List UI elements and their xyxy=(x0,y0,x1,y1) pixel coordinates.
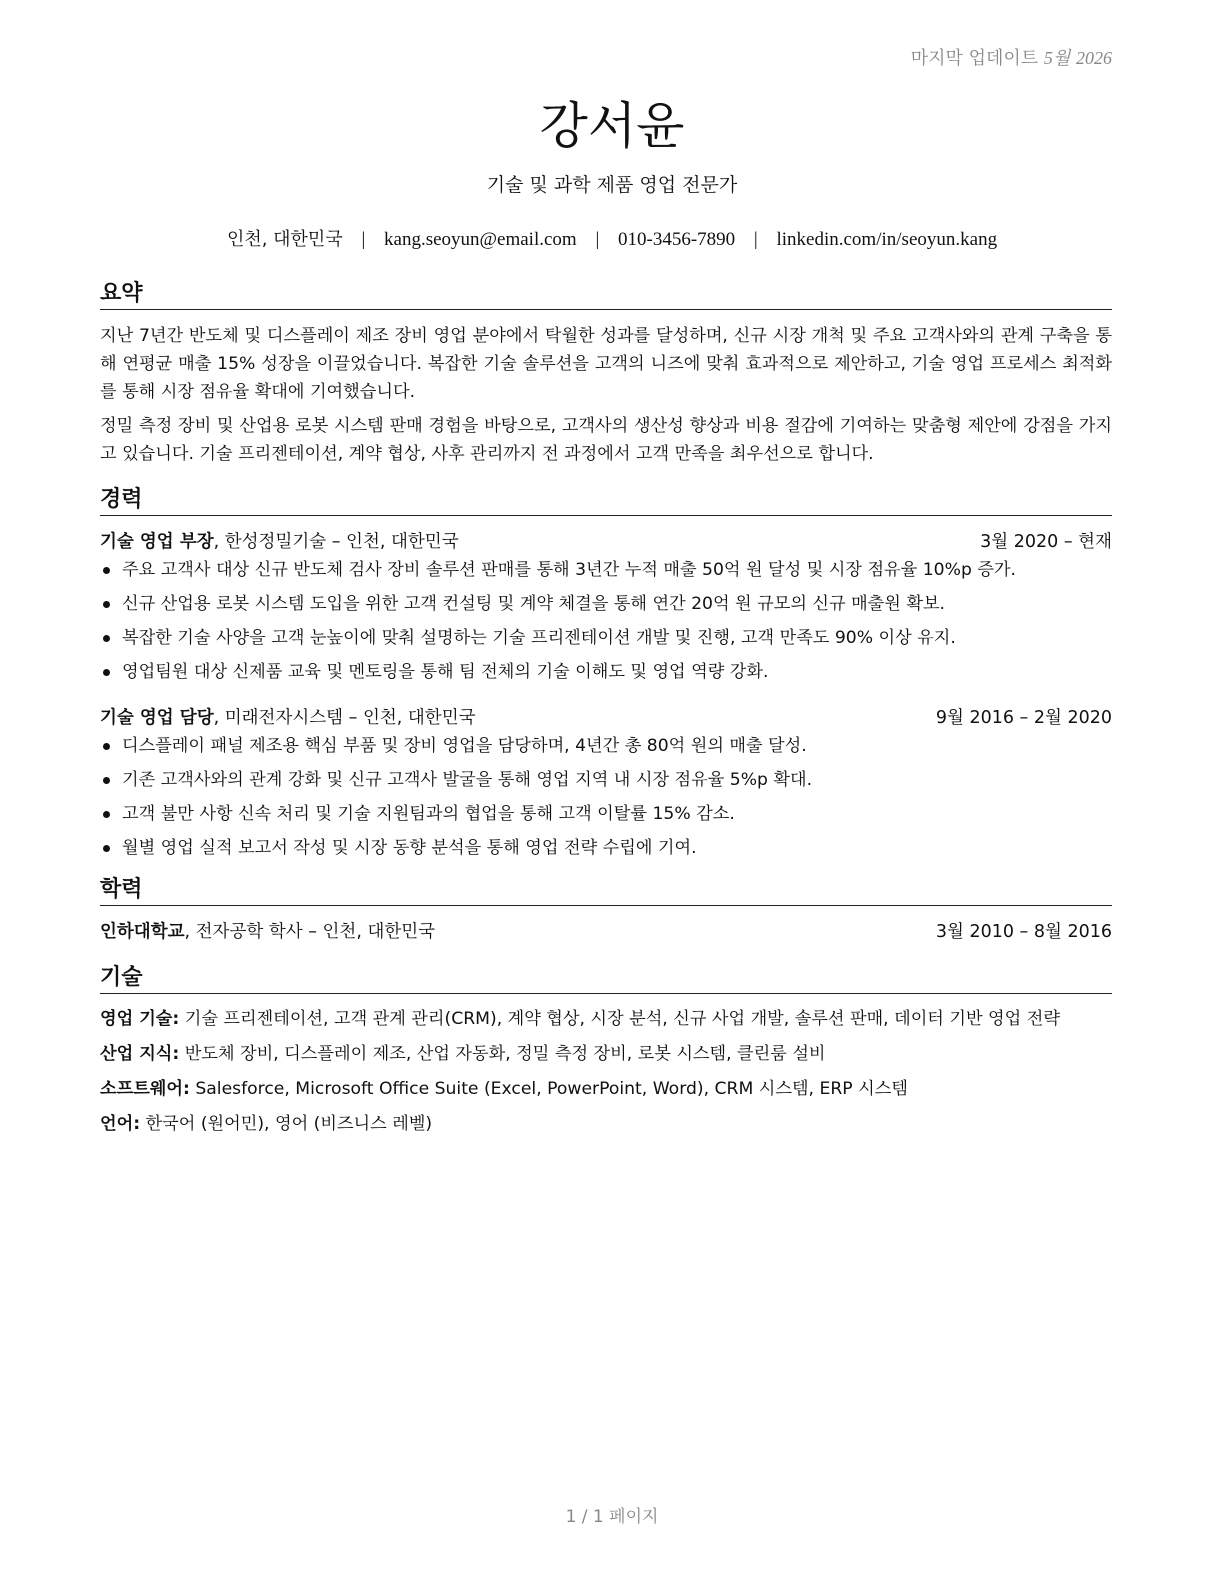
job-bullet: 신규 산업용 로봇 시스템 도입을 위한 고객 컨설팅 및 계약 체결을 통해 연간 20억 원 규모의 신규 매출원 확보. xyxy=(100,590,1112,618)
job-role: 기술 영업 담당 xyxy=(100,708,214,728)
job-bullet: 월별 영업 실적 보고서 작성 및 시장 동향 분석을 통해 영업 전략 수립에 기여. xyxy=(100,834,1112,862)
skill-value: 반도체 장비, 디스플레이 제조, 산업 자동화, 정밀 측정 장비, 로봇 시스템, 클린룸 설비 xyxy=(179,1044,826,1064)
job-header xyxy=(100,528,1112,556)
experience-section xyxy=(100,482,1112,862)
skill-row xyxy=(100,1076,1112,1102)
contact-linkedin[interactable]: linkedin.com/in/seoyun.kang xyxy=(776,229,998,250)
section-title-experience: 경력 xyxy=(100,482,1112,516)
last-updated-month: 5월 xyxy=(1043,48,1071,68)
education-dates: 3월 2010 – 8월 2016 xyxy=(935,922,1112,942)
job-entry xyxy=(100,528,1112,686)
section-title-skills: 기술 xyxy=(100,960,1112,994)
job-dates: 9월 2016 – 2월 2020 xyxy=(935,708,1112,728)
skill-label: 영업 기술: xyxy=(100,1009,180,1029)
resume-body xyxy=(100,276,1112,1146)
contact-separator: | xyxy=(595,229,600,250)
job-bullet: 주요 고객사 대상 신규 반도체 검사 장비 솔루션 판매를 통해 3년간 누적 매출 50억 원 달성 및 시장 점유율 10%p 증가. xyxy=(100,556,1112,584)
summary-paragraph: 정밀 측정 장비 및 산업용 로봇 시스템 판매 경험을 바탕으로, 고객사의 생산성 향상과 비용 절감에 기여하는 맞춤형 제안에 강점을 가지고 있습니다. 기술 프리젠테이션, 계약 협상, 사후 관리까지 전 과정에서 고객 만족을 최우선으로 합니다. xyxy=(100,416,1112,464)
contact-line xyxy=(0,225,1224,251)
job-bullet: 영업팀원 대상 신제품 교육 및 멘토링을 통해 팀 전체의 기술 이해도 및 영업 역량 강화. xyxy=(100,658,1112,686)
skill-row xyxy=(100,1006,1112,1032)
job-bullet: 복잡한 기술 사양을 고객 눈높이에 맞춰 설명하는 기술 프리젠테이션 개발 및 진행, 고객 만족도 90% 이상 유지. xyxy=(100,624,1112,652)
job-role: 기술 영업 부장 xyxy=(100,532,214,552)
skill-value: 기술 프리젠테이션, 고객 관계 관리(CRM), 계약 협상, 시장 분석, 신규 사업 개발, 솔루션 판매, 데이터 기반 영업 전략 xyxy=(179,1009,1060,1029)
skill-label: 산업 지식: xyxy=(100,1044,180,1064)
summary-paragraph: 지난 7년간 반도체 및 디스플레이 제조 장비 영업 분야에서 탁월한 성과를 달성하며, 신규 시장 개척 및 주요 고객사와의 관계 구축을 통해 연평균 매출 15% 성장을 이끌었습니다. 복잡한 기술 솔루션을 고객의 니즈에 맞춰 효과적으로 제안하고, 기술 영업 프로세스 최적화를 통해 시장 점유율 확대에 기여했습니다. xyxy=(100,326,1112,402)
job-bullets xyxy=(100,556,1112,686)
job-bullet: 기존 고객사와의 관계 강화 및 신규 고객사 발굴을 통해 영업 지역 내 시장 점유율 5%p 확대. xyxy=(100,766,1112,794)
contact-phone[interactable]: 010-3456-7890 xyxy=(618,229,736,250)
last-updated-year: 2026 xyxy=(1076,48,1112,68)
skill-row xyxy=(100,1111,1112,1137)
candidate-name: 강서윤 xyxy=(539,97,685,155)
job-bullet: 고객 불만 사항 신속 처리 및 기술 지원팀과의 협업을 통해 고객 이탈률 15% 감소. xyxy=(100,800,1112,828)
contact-separator: | xyxy=(361,229,366,250)
contact-separator: | xyxy=(753,229,758,250)
education-entry xyxy=(100,918,1112,946)
skill-value: 한국어 (원어민), 영어 (비즈니스 레벨) xyxy=(140,1114,433,1134)
job-bullet: 디스플레이 패널 제조용 핵심 부품 및 장비 영업을 담당하며, 4년간 총 80억 원의 매출 달성. xyxy=(100,732,1112,760)
summary-section xyxy=(100,276,1112,468)
job-bullets xyxy=(100,732,1112,862)
job-org: , 한성정밀기술 – 인천, 대한민국 xyxy=(213,532,459,552)
job-org: , 미래전자시스템 – 인천, 대한민국 xyxy=(213,708,476,728)
page-number: 1 / 1 페이지 xyxy=(565,1507,659,1527)
contact-location: 인천, 대한민국 xyxy=(226,229,343,250)
candidate-headline: 기술 및 과학 제품 영업 전문가 xyxy=(486,174,738,196)
job-title-line xyxy=(100,528,459,556)
skill-label: 언어: xyxy=(100,1114,141,1134)
job-entry xyxy=(100,704,1112,862)
skill-value: Salesforce, Microsoft Office Suite (Excel, PowerPoint, Word), CRM 시스템, ERP 시스템 xyxy=(189,1079,908,1099)
education-title-line xyxy=(100,918,435,946)
skill-row xyxy=(100,1041,1112,1067)
education-detail: , 전자공학 학사 – 인천, 대한민국 xyxy=(184,922,436,942)
education-section xyxy=(100,872,1112,946)
education-school: 인하대학교 xyxy=(100,922,185,942)
job-title-line xyxy=(100,704,476,732)
last-updated xyxy=(911,44,1112,70)
skill-label: 소프트웨어: xyxy=(100,1079,190,1099)
skills-section xyxy=(100,960,1112,1137)
section-title-summary: 요약 xyxy=(100,276,1112,310)
job-header xyxy=(100,704,1112,732)
section-title-education: 학력 xyxy=(100,872,1112,906)
job-dates: 3월 2020 – 현재 xyxy=(980,532,1112,552)
last-updated-label: 마지막 업데이트 xyxy=(910,48,1039,69)
contact-email[interactable]: kang.seoyun@email.com xyxy=(384,229,577,250)
